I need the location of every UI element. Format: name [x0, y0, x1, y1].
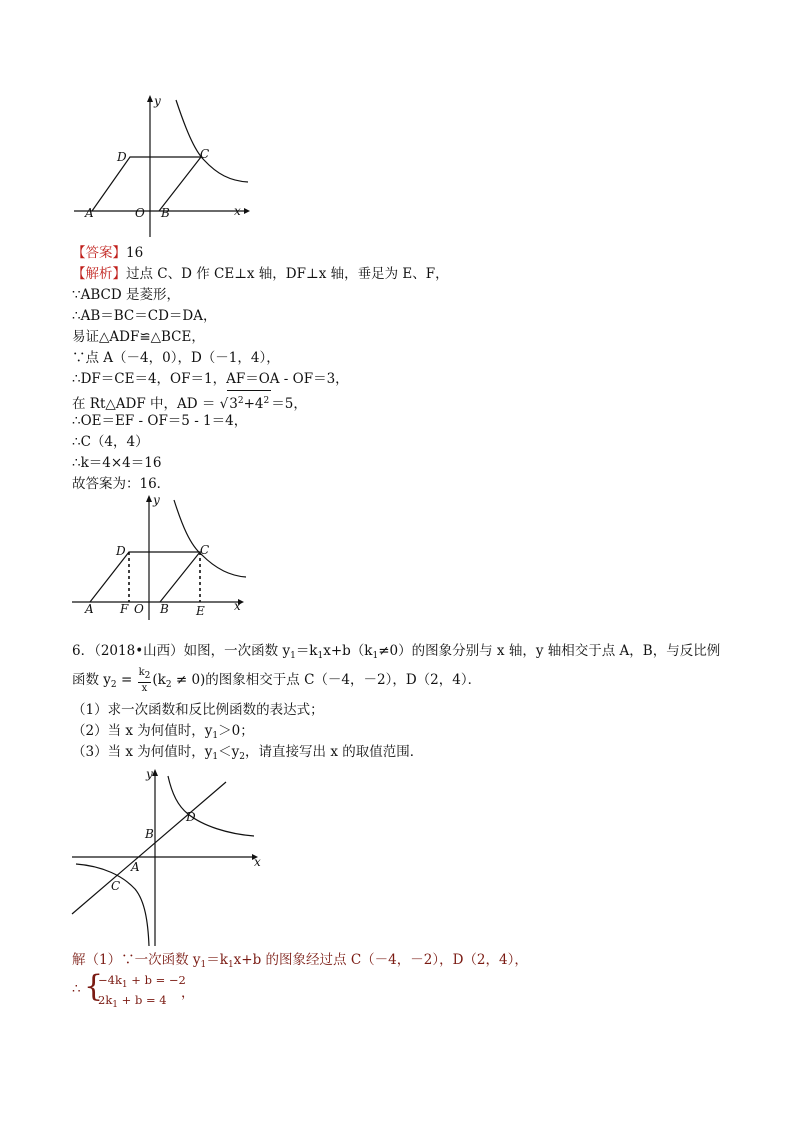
analysis-text-7: 在 Rt△ADF 中，AD ＝: [72, 396, 220, 412]
label-y: y: [154, 94, 161, 108]
analysis-line-2: ∵ABCD 是菱形，: [72, 287, 180, 303]
label-b: B: [161, 206, 170, 220]
label-a: A: [131, 860, 140, 874]
y-axis-arrow: [146, 495, 152, 502]
solution-line-1: 解（1）∵一次函数 $y_1=k_1x+b$ 的图象经过点 C（－4，－2），D（2，4），: [72, 952, 528, 970]
problem-6-question-1: （1）求一次函数和反比例函数的表达式；: [72, 702, 324, 718]
system-row-2: $2k_1 + b = 4$: [98, 993, 167, 1010]
answer-line: [72, 243, 143, 263]
label-c: C: [200, 147, 210, 161]
y-axis-arrow: [152, 769, 158, 776]
label-d: D: [116, 544, 126, 558]
label-e: E: [196, 604, 205, 618]
equation-system: [98, 973, 186, 1013]
analysis-line-10: ∴k＝4×4＝16: [72, 455, 162, 471]
problem-6-line-1: 6．（2018•山西）如图，一次函数 $y_1=k_1x+b(k_1\ne 0)$的图象分别与 x 轴，y 轴相交于点 A，B，与反比例: [72, 643, 721, 661]
label-y: y: [146, 767, 153, 781]
problem-6-question-3: （3）当 x 为何值时，$y_1<y_2$，请直接写出 x 的取值范围．: [72, 744, 424, 762]
analysis-line-8: ∴OE＝EF - OF＝5 - 1＝4，: [72, 413, 248, 429]
label-o: O: [135, 206, 145, 220]
label-o: O: [134, 602, 144, 616]
label-a: A: [85, 206, 94, 220]
label-a: A: [85, 602, 94, 616]
analysis-line-3: ∴AB＝BC＝CD＝DA，: [72, 308, 217, 324]
rhombus-hyperbola-figure-2: [70, 490, 260, 622]
rhombus-abcd: [90, 552, 200, 602]
answer-value: 16: [126, 245, 144, 261]
problem-6-question-2: （2）当 x 为何值时，$y_1>0$；: [72, 723, 254, 741]
label-b: B: [160, 602, 169, 616]
system-row-1: $-4k_1 + b = -2$: [98, 973, 186, 990]
label-y: y: [153, 493, 160, 507]
answer-tag: 【答案】: [72, 245, 126, 261]
hyperbola-curve: [176, 100, 248, 182]
label-x: x: [254, 855, 261, 869]
label-c: C: [111, 879, 121, 893]
label-x: x: [234, 204, 241, 218]
hyperbola-branch-lower: [76, 864, 149, 946]
label-x: x: [234, 599, 241, 613]
analysis-line-4: 易证△ADF≌△BCE，: [72, 329, 205, 345]
sqrt-radicand: $3^2+4^2$: [227, 390, 271, 414]
analysis-line-11: 故答案为：16．: [72, 476, 171, 492]
rhombus-hyperbola-figure-1: [70, 92, 260, 240]
analysis-line-5: ∵点 A（－4，0），D（－1，4），: [72, 350, 280, 366]
analysis-line-6: ∴DF＝CE＝4，OF＝1，AF＝OA - OF＝3，: [72, 371, 349, 387]
analysis-line-9: ∴C（4，4）: [72, 434, 149, 450]
system-brace: {: [84, 969, 104, 1004]
label-d: D: [186, 810, 196, 824]
label-b: B: [145, 827, 154, 841]
label-f: F: [120, 602, 129, 616]
label-d: D: [117, 150, 127, 164]
y-axis-arrow: [147, 95, 153, 102]
rhombus-abcd: [92, 157, 201, 211]
linear-function-line: [72, 782, 226, 914]
hyperbola-branch-upper: [168, 776, 254, 836]
x-axis-arrow: [244, 208, 250, 214]
system-end: ，: [181, 985, 195, 1001]
linear-inverse-figure: [68, 764, 268, 948]
label-c: C: [200, 543, 210, 557]
analysis-tag: 【解析】: [72, 266, 126, 282]
analysis-text-1: 过点 C、D 作 CE⊥x 轴，DF⊥x 轴，垂足为 E、F，: [126, 266, 449, 282]
hyperbola-curve: [174, 500, 246, 577]
sqrt-symbol: √: [219, 396, 229, 412]
problem-6-line-2: 函数 $y_2$ = $\frac{k_2}{x}$ $(k_2 \ne 0)$的图象相交于点 C（－4，－2），D（2，4）．: [72, 667, 482, 694]
solution-therefore: ∴: [72, 981, 81, 997]
fraction-k2-over-x: $\frac{k_2}{x}$: [138, 667, 151, 694]
analysis-line-1: [72, 264, 449, 284]
analysis-text-7-end: ＝5，: [271, 396, 307, 412]
